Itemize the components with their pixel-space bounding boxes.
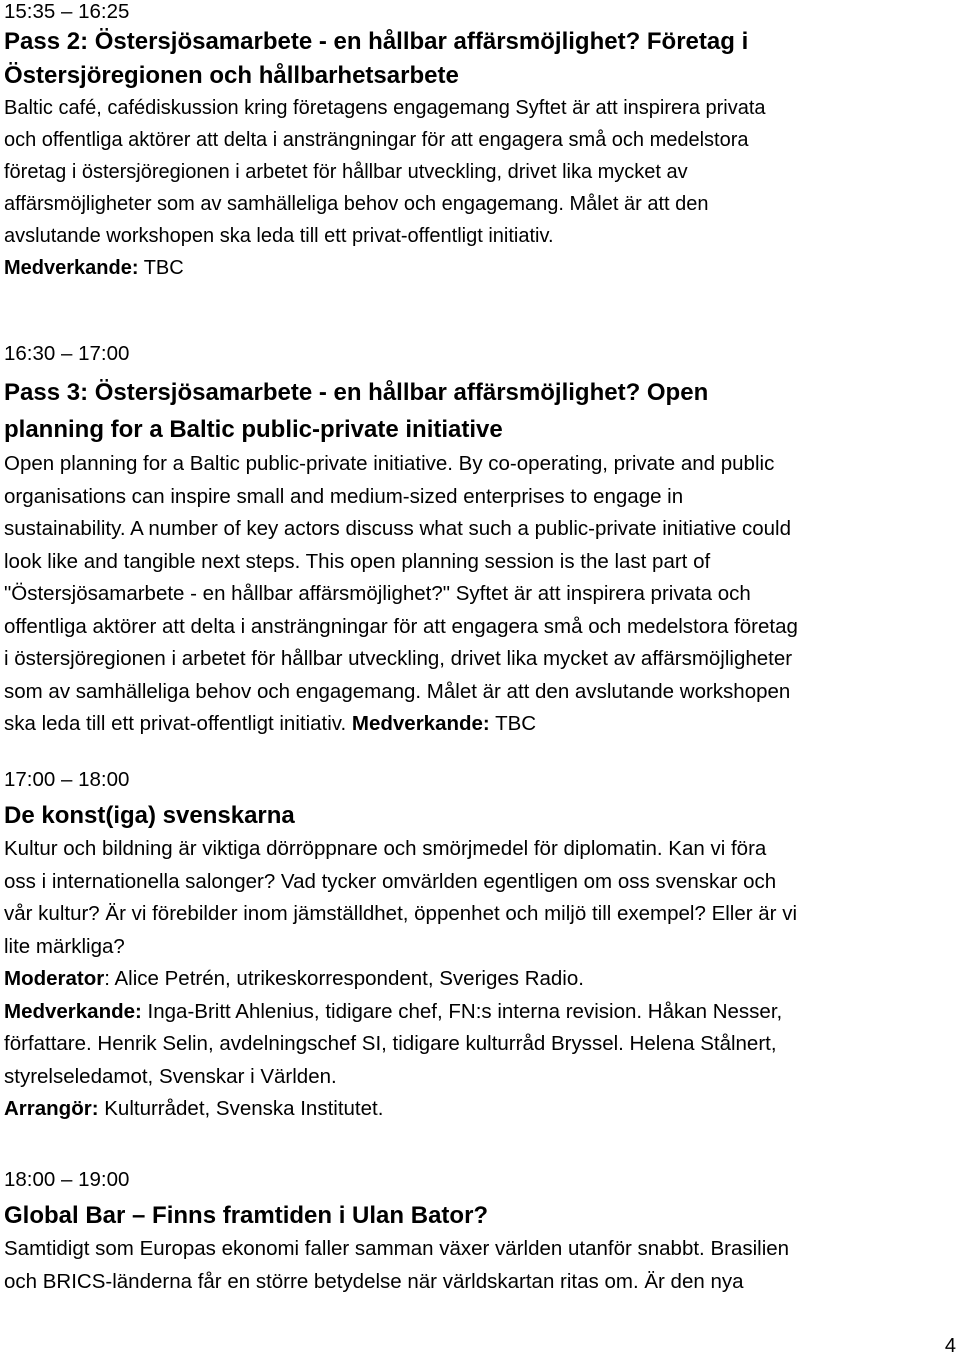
participants-label: Medverkande: [4,999,142,1023]
participants-line [4,708,952,741]
session-title-line: Pass 3: Östersjösamarbete - en hållbar affärsmöjlighet? Open [4,379,709,406]
description-line: sustainability. A number of key actors discuss what such a public-private initiative could [4,517,791,540]
description-line: Kultur och bildning är viktiga dörröppnare och smörjmedel för diplomatin. Kan vi föra [4,837,767,860]
session-de-konstiga-svenskarna [4,768,952,1126]
description-line: i östersjöregionen i arbetet för hållbar utveckling, drivet lika mycket av affärsmöjligheter [4,647,793,670]
organizer-value: Kulturrådet, Svenska Institutet. [98,1097,384,1120]
description-line: ska leda till ett privat-offentligt initiativ. [4,712,352,735]
session-description [4,1233,952,1298]
description-line: organisations can inspire small and medium-sized enterprises to engage in [4,484,684,508]
session-title-line: Östersjöregionen och hållbarhetsarbete [4,62,459,89]
session-time: 18:00 – 19:00 [4,1168,130,1191]
moderator-label: Moderator [4,967,105,990]
session-pass-2 [4,0,952,284]
session-description [4,92,952,284]
page-number: 4 [944,1335,956,1357]
description-line: "Östersjösamarbete - en hållbar affärsmöjlighet?" Syftet är att inspirera privata och [4,582,751,605]
participants-line [4,252,952,284]
session-pass-3 [4,342,952,741]
description-line: som av samhälleliga behov och engagemang. Målet är att den avslutande workshopen [4,679,791,703]
moderator-value: : Alice Petrén, utrikeskorrespondent, Sveriges Radio. [104,967,584,990]
description-line: Samtidigt som Europas ekonomi faller samman växer världen utanför snabbt. Brasilien [4,1237,790,1260]
session-description [4,448,952,741]
description-line: företag i östersjöregionen i arbetet för hållbar utveckling, drivet lika mycket av [4,161,688,183]
participants-line: författare. Henrik Selin, avdelningschef SI, tidigare kulturråd Bryssel. Helena Stålnert, [4,1032,777,1055]
participants-label: Medverkande: [351,712,490,735]
session-description [4,833,952,1126]
description-line: Open planning for a Baltic public-private initiative. By co-operating, private and public [4,452,775,475]
organizer-line [4,1093,952,1126]
moderator-line [4,963,952,996]
description-line: och BRICS-länderna får en större betydelse när världskartan ritas om. Är den nya [4,1269,744,1293]
session-title-line: planning for a Baltic public-private initiative [4,416,503,443]
description-line: Baltic café, cafédiskussion kring företagens engagemang Syftet är att inspirera privata [4,97,766,119]
description-line: lite märkliga? [4,934,125,958]
participants-line [4,996,952,1029]
session-title: Global Bar – Finns framtiden i Ulan Bator? [4,1202,489,1229]
description-line: avslutande workshopen ska leda till ett privat-offentligt initiativ. [4,225,554,247]
participants-label: Medverkande: [4,257,139,279]
description-line: affärsmöjligheter som av samhälleliga behov och engagemang. Målet är att den [4,193,709,215]
session-time: 16:30 – 17:00 [4,342,130,365]
participants-value: Inga-Britt Ahlenius, tidigare chef, FN:s interna revision. Håkan Nesser, [141,999,783,1023]
participants-value: TBC [489,712,537,735]
session-title: De konst(iga) svenskarna [4,802,295,829]
session-time: 17:00 – 18:00 [4,768,130,791]
session-global-bar [4,1168,952,1298]
description-line: oss i internationella salonger? Vad tycker omvärlden egentligen om oss svenskar och [4,869,777,893]
participants-value: TBC [138,257,184,279]
description-line: offentliga aktörer att delta i ansträngningar för att engagera små och medelstora företag [4,614,798,638]
description-line: vår kultur? Är vi förebilder inom jämställdhet, öppenhet och miljö till exempel? Eller är vi [4,902,798,925]
organizer-label: Arrangör: [4,1097,99,1120]
participants-line: styrelseledamot, Svenskar i Världen. [4,1064,337,1088]
description-line: och offentliga aktörer att delta i ansträngningar för att engagera små och medelstora [4,129,749,151]
session-title-line: Pass 2: Östersjösamarbete - en hållbar affärsmöjlighet? Företag i [4,28,749,55]
session-time: 15:35 – 16:25 [4,0,130,23]
description-line: look like and tangible next steps. This open planning session is the last part of [4,549,711,573]
